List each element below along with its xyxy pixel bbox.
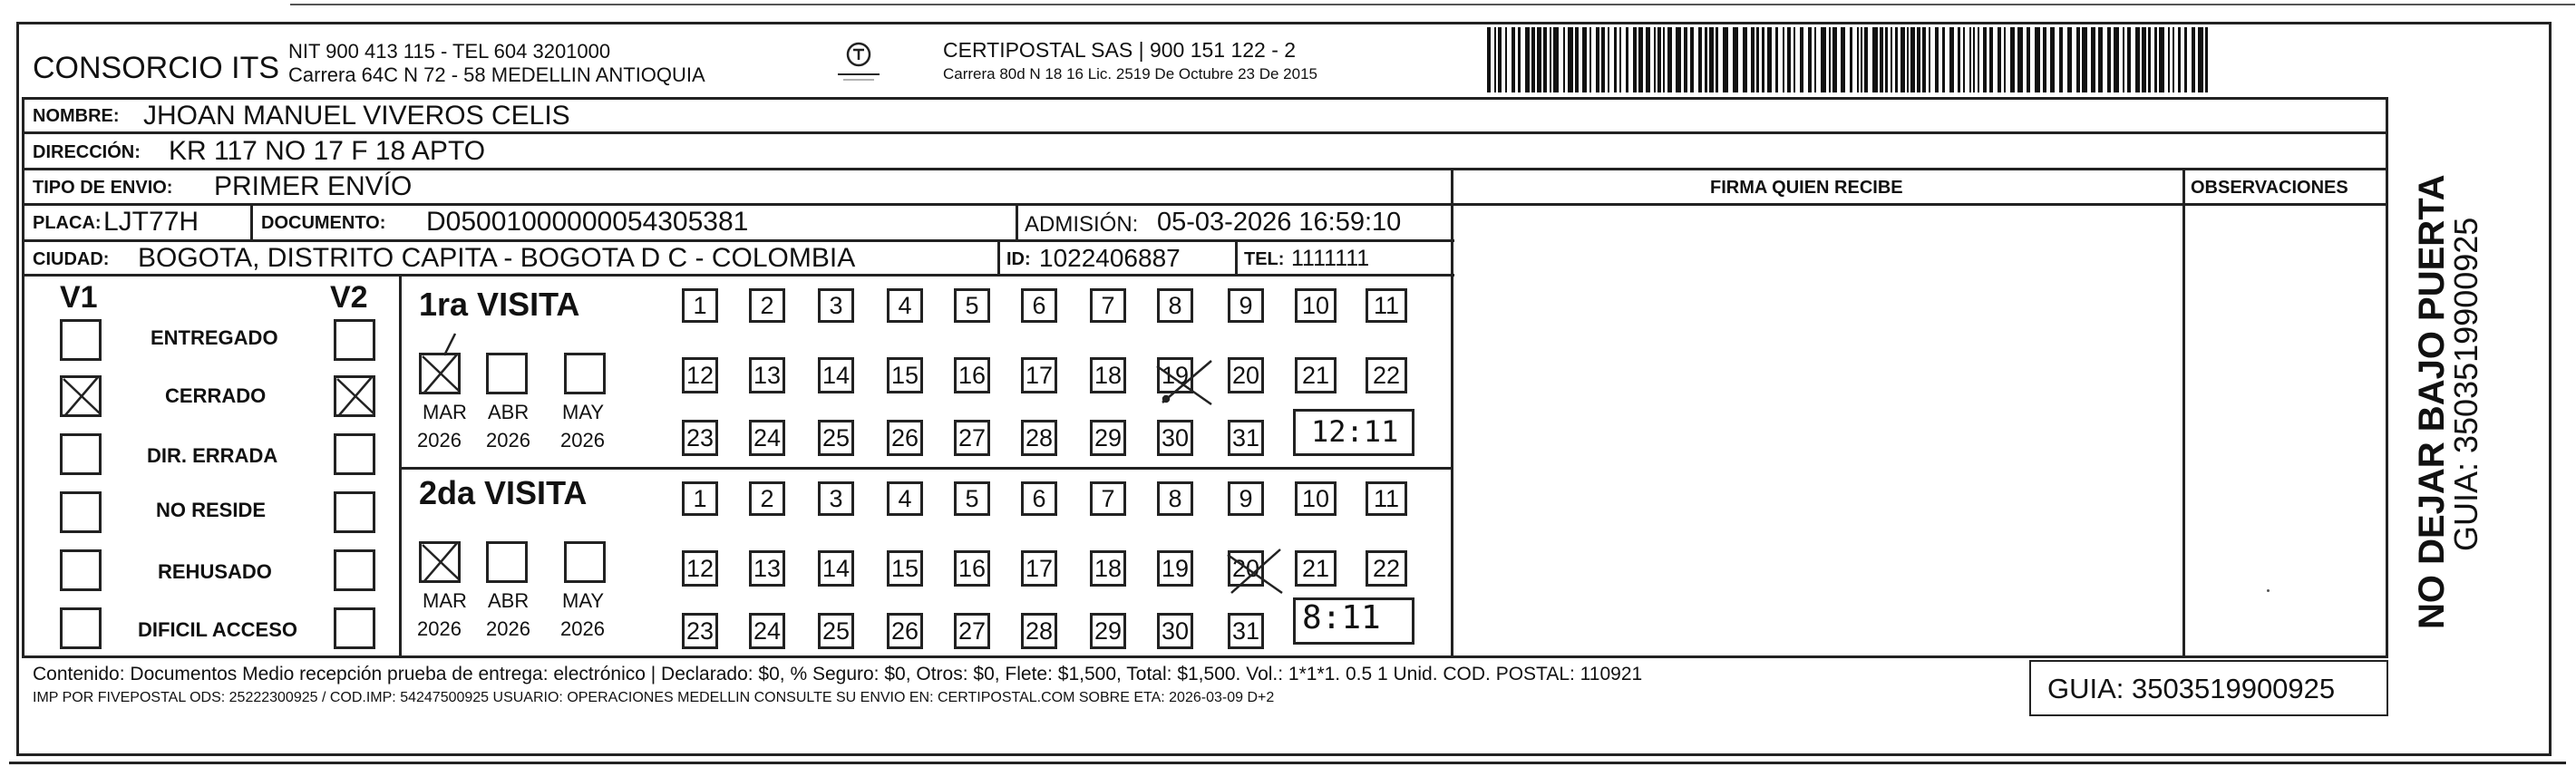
- v2-label: V2: [330, 280, 368, 315]
- barcode-bar: [1633, 27, 1637, 92]
- visit2-day-17[interactable]: 17: [1021, 550, 1057, 587]
- visit2-month-mar: MAR: [423, 589, 467, 612]
- v2-dificil-acceso-checkbox[interactable]: [334, 607, 375, 649]
- visit1-day-31[interactable]: 31: [1228, 420, 1264, 456]
- barcode-bar: [1983, 27, 1987, 92]
- barcode-bar: [1800, 27, 1803, 92]
- visit1-month-may: MAY: [562, 401, 605, 423]
- barcode-bar: [1756, 27, 1759, 92]
- tipo-envio-label: TIPO DE ENVIO:: [33, 178, 173, 198]
- barcode-bar: [1512, 27, 1515, 92]
- visit1-day-25[interactable]: 25: [818, 420, 854, 456]
- barcode-bar: [2059, 27, 2063, 92]
- rule: [22, 168, 2388, 170]
- barcode-bar: [1690, 27, 1694, 92]
- visit1-day-6[interactable]: 6: [1021, 288, 1057, 323]
- nombre-value: JHOAN MANUEL VIVEROS CELIS: [143, 101, 570, 131]
- status-label-dificil-acceso: DIFICIL ACCESO: [138, 618, 298, 641]
- barcode-bar: [1494, 27, 1496, 92]
- barcode-bar: [1525, 27, 1530, 92]
- visit2-title: 2da VISITA: [419, 474, 588, 511]
- barcode-bar: [2035, 27, 2040, 92]
- v1-label: V1: [60, 280, 98, 315]
- barcode-bar: [2192, 27, 2195, 92]
- barcode-bar: [1969, 27, 1971, 92]
- visit1-day-15[interactable]: 15: [887, 357, 923, 393]
- observaciones-header: OBSERVACIONES: [2191, 178, 2348, 198]
- visit1-day-23[interactable]: 23: [682, 420, 718, 456]
- barcode-bar: [2205, 27, 2208, 92]
- barcode-bar: [1850, 27, 1852, 92]
- barcode-bar: [1814, 27, 1816, 92]
- v2-dir-errada-checkbox[interactable]: [334, 433, 375, 475]
- barcode-bar: [2123, 27, 2124, 92]
- visit2-day-5[interactable]: 5: [954, 481, 990, 516]
- visit1-month-abr: ABR: [488, 401, 530, 423]
- barcode-bar: [1973, 27, 1975, 92]
- company-address: Carrera 64C N 72 - 58 MEDELLIN ANTIOQUIA: [288, 63, 705, 86]
- barcode: [1487, 27, 2212, 92]
- barcode-bar: [1832, 27, 1837, 92]
- barcode-bar: [2043, 27, 2046, 92]
- barcode-bar: [1654, 27, 1656, 92]
- visit2-day-13[interactable]: 13: [749, 550, 785, 587]
- v1-dificil-acceso-checkbox[interactable]: [60, 607, 102, 649]
- barcode-bar: [1716, 27, 1718, 92]
- visit1-month-may-checkbox[interactable]: [564, 353, 606, 394]
- visit1-day-10[interactable]: 10: [1295, 288, 1337, 323]
- barcode-bar: [2168, 27, 2170, 92]
- barcode-bar: [1733, 27, 1738, 92]
- barcode-bar: [2127, 27, 2131, 92]
- barcode-bar: [1872, 27, 1878, 92]
- status-label-entregado: ENTREGADO: [151, 326, 278, 349]
- barcode-bar: [1498, 27, 1502, 92]
- visit1-day-20[interactable]: 20: [1228, 357, 1264, 393]
- visit2-month-mar-checkbox[interactable]: [419, 541, 461, 583]
- status-label-cerrado: CERRADO: [165, 384, 267, 407]
- barcode-bar: [1907, 27, 1909, 92]
- visit2-day-16[interactable]: 16: [954, 550, 990, 587]
- v1-entregado-checkbox[interactable]: [60, 319, 102, 361]
- visit2-day-18[interactable]: 18: [1090, 550, 1126, 587]
- visit2-day-14[interactable]: 14: [818, 550, 854, 587]
- bottom-edge-line: [9, 762, 2566, 764]
- rule: [250, 203, 253, 241]
- visit2-day-11[interactable]: 11: [1366, 481, 1407, 516]
- barcode-bar: [1963, 27, 1965, 92]
- direccion-label: DIRECCIÓN:: [33, 142, 141, 162]
- barcode-bar: [2004, 27, 2006, 92]
- barcode-bar: [1743, 27, 1747, 92]
- barcode-bar: [1958, 27, 1960, 92]
- tel-value: 1111111: [1291, 246, 1370, 271]
- barcode-bar: [1684, 27, 1687, 92]
- visit1-day-26[interactable]: 26: [887, 420, 923, 456]
- v1-cerrado-checkbox[interactable]: [60, 375, 102, 417]
- rule: [22, 274, 1454, 277]
- barcode-bar: [1596, 27, 1599, 92]
- barcode-bar: [1885, 27, 1888, 92]
- status-label-no-reside: NO RESIDE: [156, 499, 267, 521]
- visit2-year-mar: 2026: [417, 617, 462, 640]
- visit1-day-29[interactable]: 29: [1090, 420, 1126, 456]
- visit2-day-23[interactable]: 23: [682, 613, 718, 649]
- barcode-bar: [1935, 27, 1939, 92]
- barcode-bar: [1978, 27, 1979, 92]
- ciudad-label: CIUDAD:: [33, 249, 110, 269]
- barcode-bar: [1531, 27, 1535, 92]
- barcode-bar: [1575, 27, 1579, 92]
- rule: [22, 239, 1454, 242]
- barcode-bar: [1568, 27, 1573, 92]
- rule: [399, 467, 1453, 470]
- visit2-day-26[interactable]: 26: [887, 613, 923, 649]
- visit1-day-17[interactable]: 17: [1021, 357, 1057, 393]
- barcode-bar: [1553, 27, 1559, 92]
- top-edge-line: [290, 4, 2575, 5]
- barcode-bar: [2148, 27, 2151, 92]
- admision-value: 05-03-2026 16:59:10: [1157, 208, 1402, 237]
- footer-guia: GUIA: 3503519900925: [2047, 673, 2336, 704]
- barcode-bar: [1998, 27, 2001, 92]
- barcode-bar: [2082, 27, 2087, 92]
- visit1-month-mar: MAR: [423, 401, 467, 423]
- visit1-time: 12:11: [1311, 414, 1399, 449]
- barcode-bar: [1582, 27, 1587, 92]
- visit1-day-7[interactable]: 7: [1090, 288, 1126, 323]
- side-guia: GUIA: 3503519900925: [2447, 217, 2484, 551]
- barcode-bar: [1922, 27, 1926, 92]
- id-value: 1022406887: [1039, 244, 1181, 272]
- rule: [22, 131, 2388, 134]
- placa-value: LJT77H: [103, 207, 199, 237]
- visit1-day-18[interactable]: 18: [1090, 357, 1126, 393]
- barcode-bar: [1793, 27, 1795, 92]
- v1-no-reside-checkbox[interactable]: [60, 491, 102, 533]
- barcode-bar: [2010, 27, 2015, 92]
- barcode-bar: [2050, 27, 2055, 92]
- barcode-bar: [2107, 27, 2111, 92]
- company-nit: NIT 900 413 115 - TEL 604 3201000: [288, 40, 611, 63]
- barcode-bar: [1895, 27, 1898, 92]
- barcode-bar: [1518, 27, 1521, 92]
- barcode-bar: [1891, 27, 1892, 92]
- barcode-bar: [1762, 27, 1764, 92]
- visit2-day-6[interactable]: 6: [1021, 481, 1057, 516]
- barcode-bar: [1589, 27, 1591, 92]
- visit1-title: 1ra VISITA: [419, 286, 580, 323]
- v1-dir-errada-checkbox[interactable]: [60, 433, 102, 475]
- v2-cerrado-checkbox[interactable]: [334, 375, 375, 417]
- visit2-day-12[interactable]: 12: [682, 550, 718, 587]
- barcode-bar: [1608, 27, 1609, 92]
- visit1-day-27[interactable]: 27: [954, 420, 990, 456]
- visit2-day-3[interactable]: 3: [818, 481, 854, 516]
- v1-rehusado-checkbox[interactable]: [60, 549, 102, 591]
- barcode-bar: [2091, 27, 2095, 92]
- barcode-bar: [2098, 27, 2103, 92]
- ciudad-value: BOGOTA, DISTRITO CAPITA - BOGOTA D C - COLOMBIA: [138, 243, 856, 273]
- barcode-bar: [1543, 27, 1547, 92]
- barcode-bar: [1667, 27, 1672, 92]
- visit2-day-10[interactable]: 10: [1295, 481, 1337, 516]
- visit1-day-24[interactable]: 24: [749, 420, 785, 456]
- barcode-bar: [1563, 27, 1565, 92]
- barcode-bar: [2154, 27, 2157, 92]
- barcode-bar: [1657, 27, 1661, 92]
- visit1-day-14[interactable]: 14: [818, 357, 854, 393]
- barcode-bar: [2159, 27, 2164, 92]
- barcode-bar: [2135, 27, 2140, 92]
- rule: [22, 97, 24, 658]
- barcode-bar: [1487, 27, 1491, 92]
- barcode-bar: [1910, 27, 1915, 92]
- barcode-bar: [2178, 27, 2181, 92]
- carrier-address: Carrera 80d N 18 16 Lic. 2519 De Octubre 23 De 2015: [943, 65, 1317, 83]
- barcode-bar: [1821, 27, 1826, 92]
- side-warning: NO DEJAR BAJO PUERTA: [2412, 174, 2452, 629]
- v2-entregado-checkbox[interactable]: [334, 319, 375, 361]
- visit1-day-12[interactable]: 12: [682, 357, 718, 393]
- barcode-bar: [1676, 27, 1681, 92]
- visit2-day-30[interactable]: 30: [1157, 613, 1193, 649]
- placa-label: PLACA:: [33, 213, 102, 233]
- barcode-bar: [1829, 27, 1831, 92]
- barcode-bar: [1841, 27, 1845, 92]
- visit1-month-mar-checkbox[interactable]: [419, 353, 461, 394]
- admision-label: ADMISIÓN:: [1025, 212, 1139, 237]
- status-label-dir-errada: DIR. ERRADA: [147, 444, 278, 467]
- barcode-bar: [2027, 27, 2030, 92]
- barcode-bar: [1723, 27, 1728, 92]
- visit2-day-22[interactable]: 22: [1366, 550, 1407, 587]
- visit1-year-mar: 2026: [417, 429, 462, 451]
- carrier-name: CERTIPOSTAL SAS | 900 151 122 - 2: [943, 38, 1297, 62]
- visit2-time: 8:11: [1302, 599, 1381, 636]
- nombre-label: NOMBRE:: [33, 106, 120, 126]
- visit2-day-24[interactable]: 24: [749, 613, 785, 649]
- visit2-day-19[interactable]: 19: [1157, 550, 1193, 587]
- rule: [2386, 97, 2388, 658]
- rule: [1016, 203, 1018, 241]
- barcode-bar: [2067, 27, 2072, 92]
- visit1-year-abr: 2026: [486, 429, 530, 451]
- barcode-bar: [1989, 27, 1993, 92]
- visit1-day-11[interactable]: 11: [1366, 288, 1407, 323]
- barcode-bar: [1808, 27, 1812, 92]
- visit2-day-28[interactable]: 28: [1021, 613, 1057, 649]
- barcode-bar: [1638, 27, 1643, 92]
- barcode-bar: [1861, 27, 1862, 92]
- barcode-bar: [1775, 27, 1778, 92]
- barcode-bar: [2173, 27, 2174, 92]
- barcode-bar: [2017, 27, 2023, 92]
- barcode-bar: [2114, 27, 2119, 92]
- footer-contenido: Contenido: Documentos Medio recepción prueba de entrega: electrónico | Declarado: $0, % Seguro: $0, Otros: $0, Flete: $1,500, Total: $1,500. Vol.: 1*1*1. 0.5 1 Unid. COD. POSTAL: 110921: [33, 664, 1643, 684]
- barcode-bar: [1857, 27, 1859, 92]
- visit2-day-20[interactable]: 20: [1228, 550, 1264, 587]
- barcode-bar: [1942, 27, 1945, 92]
- visit1-day-2[interactable]: 2: [749, 288, 785, 323]
- barcode-bar: [1705, 27, 1707, 92]
- v2-no-reside-checkbox[interactable]: [334, 491, 375, 533]
- visit2-day-21[interactable]: 21: [1295, 550, 1337, 587]
- visit1-day-13[interactable]: 13: [749, 357, 785, 393]
- visit1-day-28[interactable]: 28: [1021, 420, 1057, 456]
- visit2-month-abr-checkbox[interactable]: [486, 541, 528, 583]
- firma-header: FIRMA QUIEN RECIBE: [1710, 178, 1903, 198]
- barcode-bar: [2142, 27, 2146, 92]
- barcode-bar: [1949, 27, 1954, 92]
- visit1-day-9[interactable]: 9: [1228, 288, 1264, 323]
- rule: [1235, 239, 1238, 276]
- documento-label: DOCUMENTO:: [261, 213, 386, 233]
- visit1-day-21[interactable]: 21: [1295, 357, 1337, 393]
- barcode-bar: [1709, 27, 1714, 92]
- dot: [2267, 589, 2270, 592]
- barcode-bar: [1787, 27, 1791, 92]
- visit2-day-2[interactable]: 2: [749, 481, 785, 516]
- barcode-bar: [1880, 27, 1883, 92]
- rule: [22, 655, 2388, 658]
- visit1-day-3[interactable]: 3: [818, 288, 854, 323]
- rule: [399, 274, 402, 655]
- barcode-bar: [1917, 27, 1920, 92]
- barcode-bar: [1698, 27, 1702, 92]
- barcode-bar: [1646, 27, 1650, 92]
- visit2-day-27[interactable]: 27: [954, 613, 990, 649]
- visit1-year-may: 2026: [560, 429, 605, 451]
- certipostal-logo: [832, 38, 885, 89]
- visit2-day-8[interactable]: 8: [1157, 481, 1193, 516]
- barcode-bar: [1626, 27, 1628, 92]
- rule: [1451, 168, 1453, 658]
- barcode-bar: [2198, 27, 2203, 92]
- tel-label: TEL:: [1244, 249, 1285, 269]
- visit1-month-abr-checkbox[interactable]: [486, 353, 528, 394]
- v2-rehusado-checkbox[interactable]: [334, 549, 375, 591]
- barcode-bar: [2184, 27, 2187, 92]
- visit1-day-19[interactable]: 19: [1157, 357, 1193, 393]
- barcode-bar: [1751, 27, 1755, 92]
- barcode-bar: [2076, 27, 2080, 92]
- id-label: ID:: [1006, 249, 1031, 269]
- barcode-bar: [1783, 27, 1784, 92]
- rule: [2182, 168, 2185, 658]
- barcode-bar: [1900, 27, 1905, 92]
- visit2-day-29[interactable]: 29: [1090, 613, 1126, 649]
- barcode-bar: [1929, 27, 1930, 92]
- visit1-day-22[interactable]: 22: [1366, 357, 1407, 393]
- rule: [22, 203, 2388, 206]
- visit2-day-4[interactable]: 4: [887, 481, 923, 516]
- rule: [997, 239, 1000, 276]
- barcode-bar: [1505, 27, 1507, 92]
- visit1-day-8[interactable]: 8: [1157, 288, 1193, 323]
- visit1-day-30[interactable]: 30: [1157, 420, 1193, 456]
- visit2-day-9[interactable]: 9: [1228, 481, 1264, 516]
- status-label-rehusado: REHUSADO: [158, 560, 272, 583]
- footer-imp: IMP POR FIVEPOSTAL ODS: 25222300925 / COD.IMP: 54247500925 USUARIO: OPERACIONES MEDELLIN CONSULTE SU ENVIO EN: CERTIPOSTAL.COM SOBRE ETA: 2026-03-09 D+2: [33, 690, 1275, 705]
- visit2-day-1[interactable]: 1: [682, 481, 718, 516]
- visit2-month-may: MAY: [562, 589, 605, 612]
- visit2-month-may-checkbox[interactable]: [564, 541, 606, 583]
- visit2-month-abr: ABR: [488, 589, 530, 612]
- barcode-bar: [1864, 27, 1868, 92]
- direccion-value: KR 117 NO 17 F 18 APTO: [169, 136, 486, 166]
- barcode-bar: [1614, 27, 1617, 92]
- visit1-day-5[interactable]: 5: [954, 288, 990, 323]
- company-name: CONSORCIO ITS: [33, 51, 280, 85]
- barcode-bar: [1663, 27, 1665, 92]
- barcode-bar: [1537, 27, 1541, 92]
- visit1-day-1[interactable]: 1: [682, 288, 718, 323]
- barcode-bar: [1619, 27, 1621, 92]
- barcode-bar: [1601, 27, 1605, 92]
- barcode-bar: [1550, 27, 1551, 92]
- visit2-year-may: 2026: [560, 617, 605, 640]
- visit2-day-25[interactable]: 25: [818, 613, 854, 649]
- visit2-day-31[interactable]: 31: [1228, 613, 1264, 649]
- visit2-year-abr: 2026: [486, 617, 530, 640]
- barcode-bar: [1767, 27, 1772, 92]
- documento-value: D05001000000054305381: [426, 207, 749, 237]
- visit1-day-16[interactable]: 16: [954, 357, 990, 393]
- visit2-day-7[interactable]: 7: [1090, 481, 1126, 516]
- visit1-day-4[interactable]: 4: [887, 288, 923, 323]
- tipo-envio-value: PRIMER ENVÍO: [214, 171, 413, 201]
- rule: [22, 97, 2388, 100]
- visit2-day-15[interactable]: 15: [887, 550, 923, 587]
